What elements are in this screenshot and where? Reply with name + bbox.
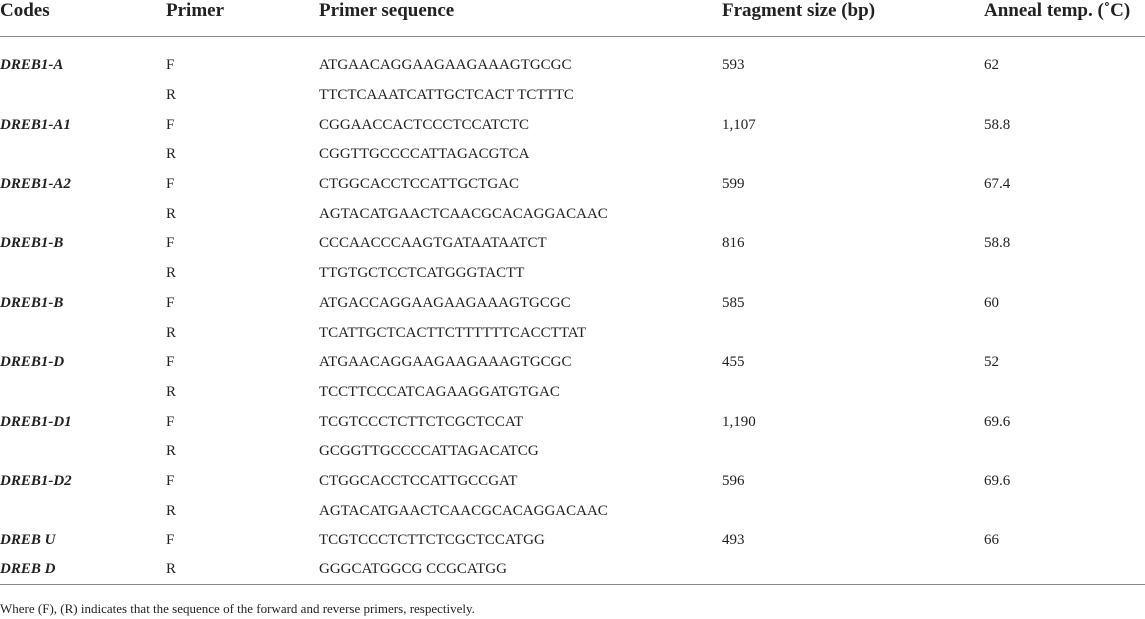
cell-fragment-size — [722, 437, 984, 467]
cell-sequence: CTGGCACCTCCATTGCTGAC — [319, 176, 520, 193]
cell-code — [0, 318, 166, 348]
cell-primer: F — [166, 235, 175, 252]
table-row — [0, 170, 1145, 200]
cell-sequence: ATGAACAGGAAGAAGAAAGTGCGC — [319, 57, 572, 74]
cell-sequence: CGGAACCACTCCCTCCATCTC — [319, 116, 530, 133]
cell-anneal-temp — [984, 140, 1145, 170]
cell-primer: F — [166, 116, 175, 133]
cell-fragment-size: 593 — [722, 57, 745, 74]
cell-anneal-temp: 69.6 — [984, 413, 1011, 430]
cell-anneal-temp: 62 — [984, 57, 999, 74]
table-footnote: Where (F), (R) indicates that the sequence of the forward and reverse primers, respectively. — [0, 601, 475, 616]
cell-anneal-temp — [984, 496, 1145, 526]
cell-primer: R — [166, 87, 177, 104]
cell-fragment-size: 493 — [722, 532, 745, 549]
cell-code: DREB1-D2 — [0, 472, 72, 489]
cell-fragment-size: 596 — [722, 472, 745, 489]
cell-fragment-size — [722, 556, 984, 585]
cell-sequence: TTGTGCTCCTCATGGGTACTT — [319, 265, 525, 282]
cell-fragment-size — [722, 378, 984, 408]
header-anneal-temp: Anneal temp. (˚C) — [984, 0, 1145, 37]
table-row — [0, 556, 1145, 585]
cell-code: DREB1-D1 — [0, 413, 72, 430]
cell-primer: R — [166, 443, 177, 460]
cell-code: DREB1-A2 — [0, 176, 71, 193]
cell-primer: F — [166, 354, 175, 371]
cell-primer: R — [166, 502, 177, 519]
cell-primer: F — [166, 294, 175, 311]
table-row — [0, 526, 1145, 556]
header-primer-sequence: Primer sequence — [319, 0, 722, 37]
cell-code: DREB U — [0, 532, 56, 549]
cell-fragment-size: 1,107 — [722, 116, 756, 133]
table-row — [0, 437, 1145, 467]
table-body — [0, 37, 1145, 585]
table-row — [0, 259, 1145, 289]
cell-sequence: CGGTTGCCCCATTAGACGTCA — [319, 146, 530, 163]
cell-anneal-temp — [984, 318, 1145, 348]
cell-code — [0, 496, 166, 526]
cell-fragment-size — [722, 259, 984, 289]
header-row — [0, 0, 1145, 37]
cell-fragment-size: 455 — [722, 354, 745, 371]
cell-sequence: TCCTTCCCATCAGAAGGATGTGAC — [319, 383, 560, 400]
cell-sequence: ATGACCAGGAAGAAGAAAGTGCGC — [319, 294, 571, 311]
cell-sequence: AGTACATGAACTCAACGCACAGGACAAC — [319, 502, 608, 519]
cell-anneal-temp: 58.8 — [984, 235, 1011, 252]
cell-fragment-size: 1,190 — [722, 413, 756, 430]
cell-sequence: CCCAACCCAAGTGATAATAATCT — [319, 235, 547, 252]
cell-sequence: ATGAACAGGAAGAAGAAAGTGCGC — [319, 354, 572, 371]
table-row — [0, 378, 1145, 408]
cell-primer: F — [166, 57, 175, 74]
cell-code — [0, 378, 166, 408]
table-row — [0, 37, 1145, 81]
cell-code: DREB1-B — [0, 294, 64, 311]
cell-primer: R — [166, 205, 177, 222]
table-row — [0, 140, 1145, 170]
cell-sequence: TCGTCCCTCTTCTCGCTCCATGG — [319, 532, 545, 549]
header-fragment-size: Fragment size (bp) — [722, 0, 984, 37]
cell-sequence: TCATTGCTCACTTCTTTTTTCACCTTAT — [319, 324, 587, 341]
cell-anneal-temp: 60 — [984, 294, 999, 311]
cell-code — [0, 199, 166, 229]
cell-code — [0, 437, 166, 467]
table-row — [0, 81, 1145, 111]
cell-code: DREB1-A1 — [0, 116, 71, 133]
cell-fragment-size: 585 — [722, 294, 745, 311]
cell-fragment-size: 599 — [722, 176, 745, 193]
cell-anneal-temp: 58.8 — [984, 116, 1011, 133]
cell-code: DREB D — [0, 556, 166, 585]
table-row — [0, 348, 1145, 378]
cell-sequence: CTGGCACCTCCATTGCCGAT — [319, 472, 518, 489]
cell-primer: R — [166, 324, 177, 341]
cell-fragment-size — [722, 318, 984, 348]
cell-anneal-temp — [984, 259, 1145, 289]
cell-anneal-temp: 66 — [984, 532, 999, 549]
table-row — [0, 467, 1145, 497]
cell-sequence: TCGTCCCTCTTCTCGCTCCAT — [319, 413, 524, 430]
cell-fragment-size — [722, 140, 984, 170]
cell-sequence: GGGCATGGCG CCGCATGG — [319, 556, 722, 585]
cell-primer: R — [166, 556, 319, 585]
cell-primer: R — [166, 265, 177, 282]
cell-fragment-size — [722, 496, 984, 526]
cell-anneal-temp: 52 — [984, 354, 999, 371]
table-row — [0, 318, 1145, 348]
cell-anneal-temp — [984, 199, 1145, 229]
cell-primer: R — [166, 383, 177, 400]
cell-primer: F — [166, 176, 175, 193]
cell-anneal-temp: 67.4 — [984, 176, 1011, 193]
cell-primer: R — [166, 146, 177, 163]
cell-anneal-temp — [984, 437, 1145, 467]
header-primer: Primer — [166, 0, 319, 37]
cell-sequence: GCGGTTGCCCCATTAGACATCG — [319, 443, 539, 460]
cell-anneal-temp — [984, 81, 1145, 111]
cell-code: DREB1-A — [0, 57, 64, 74]
table-row — [0, 229, 1145, 259]
table-row — [0, 407, 1145, 437]
table-row — [0, 110, 1145, 140]
cell-code: DREB1-B — [0, 235, 64, 252]
cell-sequence: AGTACATGAACTCAACGCACAGGACAAC — [319, 205, 608, 222]
table-row — [0, 289, 1145, 319]
cell-fragment-size — [722, 199, 984, 229]
cell-code: DREB1-D — [0, 354, 65, 371]
cell-anneal-temp — [984, 378, 1145, 408]
cell-fragment-size — [722, 81, 984, 111]
header-codes: Codes — [0, 0, 166, 37]
cell-sequence: TTCTCAAATCATTGCTCACT TCTTTC — [319, 87, 574, 104]
table-row — [0, 496, 1145, 526]
table-row — [0, 199, 1145, 229]
cell-primer: F — [166, 413, 175, 430]
table-header — [0, 0, 1145, 37]
cell-anneal-temp: 69.6 — [984, 472, 1011, 489]
cell-anneal-temp — [984, 556, 1145, 585]
cell-code — [0, 259, 166, 289]
cell-primer: F — [166, 472, 175, 489]
cell-fragment-size: 816 — [722, 235, 745, 252]
cell-primer: F — [166, 532, 175, 549]
cell-code — [0, 140, 166, 170]
cell-code — [0, 81, 166, 111]
